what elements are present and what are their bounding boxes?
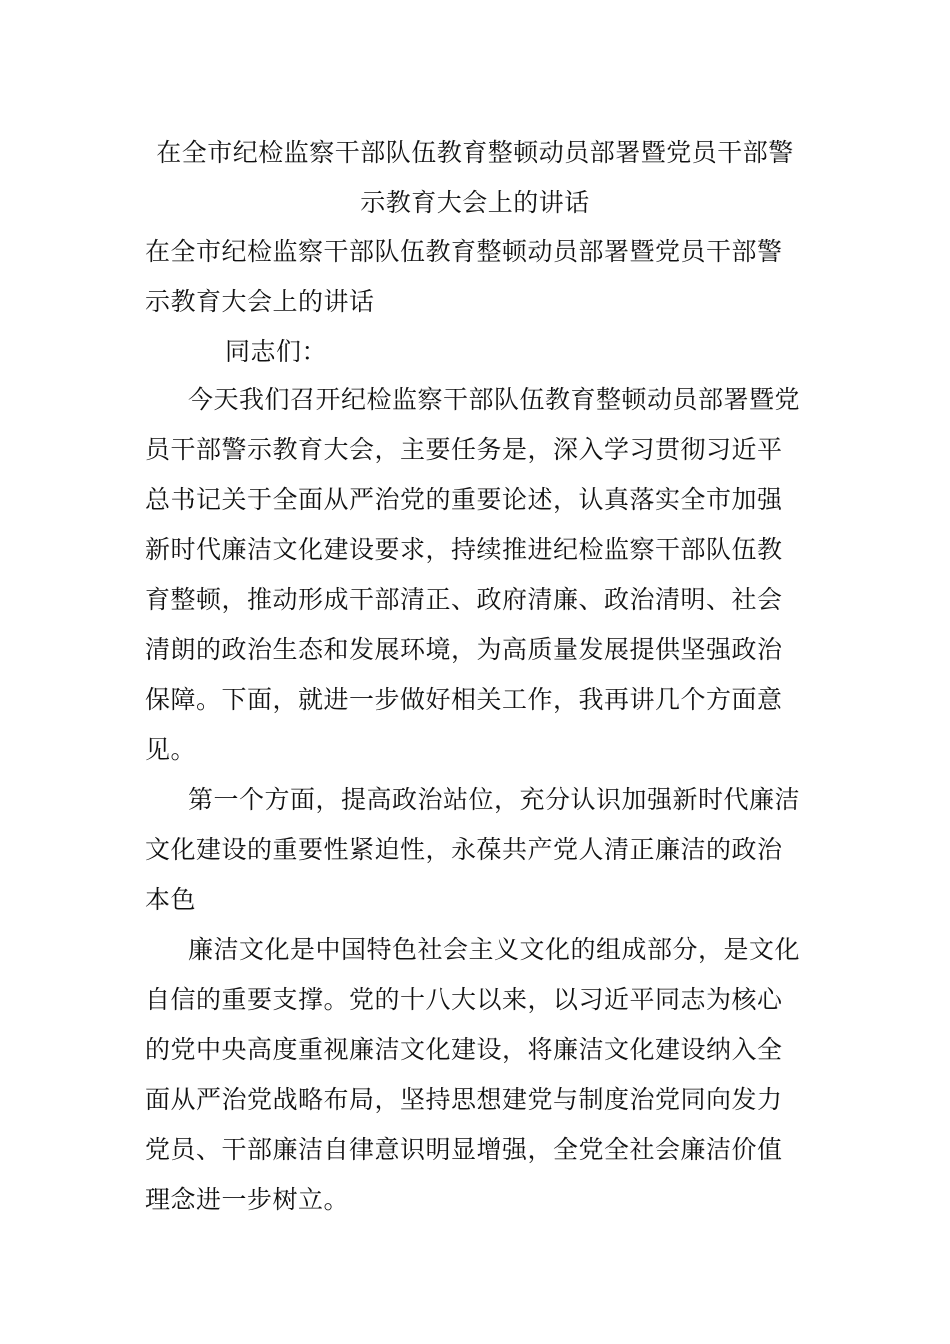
greeting: 同志们： <box>225 337 328 366</box>
title-line-1: 在全市纪检监察干部队伍教育整顿动员部署暨党员干部警 <box>156 138 794 167</box>
paragraph-2-line-2: 文化建设的重要性紧迫性，永葆共产党人清正廉洁的政治 <box>145 835 783 864</box>
paragraph-1-line-1: 今天我们召开纪检监察干部队伍教育整顿动员部署暨党 <box>188 385 801 414</box>
paragraph-3-line-3: 的党中央高度重视廉洁文化建设，将廉洁文化建设纳入全 <box>145 1035 783 1064</box>
subtitle-line-1: 在全市纪检监察干部队伍教育整顿动员部署暨党员干部警 <box>145 237 783 266</box>
paragraph-3-line-5: 党员、干部廉洁自律意识明显增强，全党全社会廉洁价值 <box>145 1135 783 1164</box>
paragraph-1-line-3: 总书记关于全面从严治党的重要论述，认真落实全市加强 <box>145 485 783 514</box>
paragraph-3-line-6: 理念进一步树立。 <box>145 1185 350 1214</box>
paragraph-1-line-7: 保障。下面，就进一步做好相关工作，我再讲几个方面意 <box>145 685 783 714</box>
paragraph-1-line-8: 见。 <box>145 735 197 764</box>
document-title <box>140 128 810 228</box>
paragraph-1-line-4: 新时代廉洁文化建设要求，持续推进纪检监察干部队伍教 <box>145 535 783 564</box>
subtitle-line-2: 示教育大会上的讲话 <box>145 287 375 316</box>
paragraph-2-line-3: 本色 <box>145 885 197 914</box>
paragraph-3-line-4: 面从严治党战略布局，坚持思想建党与制度治党同向发力 <box>145 1085 783 1114</box>
title-line-2: 示教育大会上的讲话 <box>360 188 590 217</box>
paragraph-2-line-1: 第一个方面，提高政治站位，充分认识加强新时代廉洁 <box>188 785 801 814</box>
paragraph-1-line-2: 员干部警示教育大会，主要任务是，深入学习贯彻习近平 <box>145 435 783 464</box>
paragraph-3-line-2: 自信的重要支撑。党的十八大以来，以习近平同志为核心 <box>145 985 783 1014</box>
paragraph-1-line-5: 育整顿，推动形成干部清正、政府清廉、政治清明、社会 <box>145 585 783 614</box>
paragraph-3-line-1: 廉洁文化是中国特色社会主义文化的组成部分，是文化 <box>188 935 801 964</box>
paragraph-1-line-6: 清朗的政治生态和发展环境，为高质量发展提供坚强政治 <box>145 635 783 664</box>
